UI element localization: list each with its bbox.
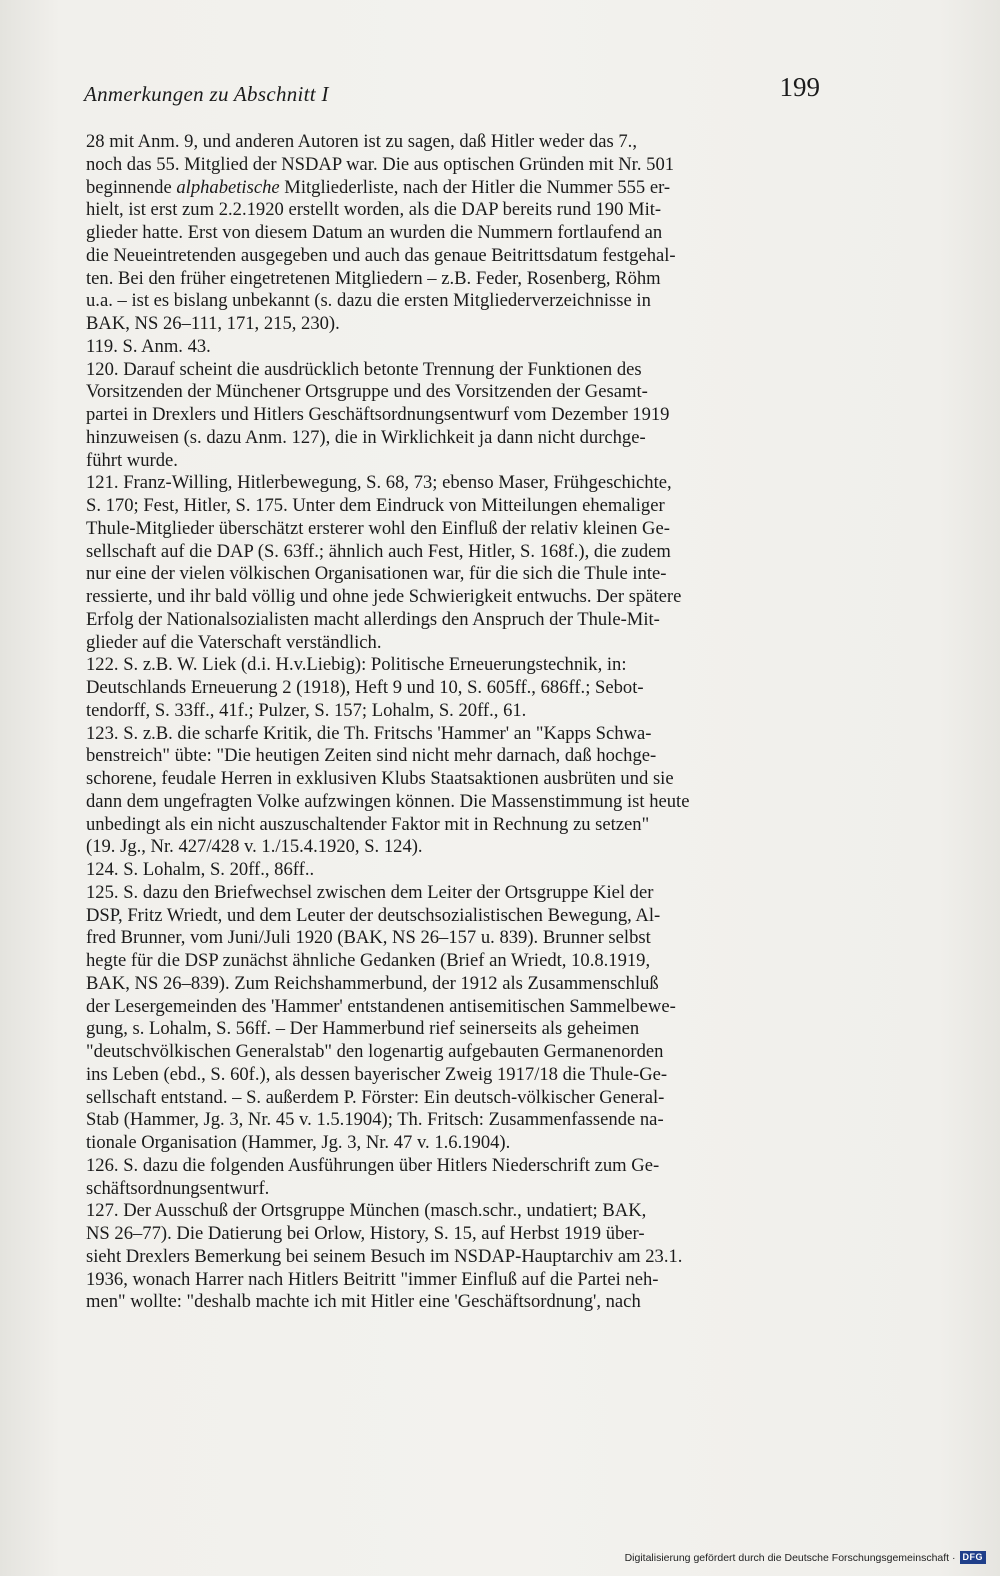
credit-text: Digitalisierung gefördert durch die Deutsche Forschungsgemeinschaft · bbox=[624, 1551, 956, 1564]
text-segment: glieder auf die Vaterschaft verständlich. bbox=[86, 631, 382, 653]
text-segment: (19. Jg., Nr. 427/428 v. 1./15.4.1920, S. 124). bbox=[86, 836, 423, 858]
text-segment: führt wurde. bbox=[86, 449, 178, 471]
text-segment: tendorff, S. 33ff., 41f.; Pulzer, S. 157; Lohalm, S. 20ff., 61. bbox=[86, 699, 527, 721]
text-segment: S. 170; Fest, Hitler, S. 175. Unter dem Eindruck von Mitteilungen ehemaliger bbox=[86, 495, 665, 516]
text-segment: die Neueintretenden ausgegeben und auch das genaue Beitrittsdatum festgehal- bbox=[86, 244, 676, 266]
text-segment: 124. S. Lohalm, S. 20ff., 86ff.. bbox=[86, 859, 315, 880]
text-segment: BAK, NS 26–839). Zum Reichshammerbund, der 1912 als Zusammenschluß bbox=[86, 972, 659, 994]
text-segment: u.a. – ist es bislang unbekannt (s. dazu die ersten Mitgliederverzeichnisse in bbox=[86, 290, 651, 312]
text-segment: partei in Drexlers und Hitlers Geschäftsordnungsentwurf vom Dezember 1919 bbox=[86, 404, 670, 425]
text-segment: Erfolg der Nationalsozialisten macht allerdings den Anspruch der Thule-Mit- bbox=[86, 608, 660, 630]
text-segment: nur eine der vielen völkischen Organisationen war, für die sich die Thule inte- bbox=[86, 563, 667, 585]
text-line bbox=[86, 268, 842, 291]
text-segment: men" wollte: "deshalb machte ich mit Hitler eine 'Geschäftsordnung', nach bbox=[86, 1291, 641, 1313]
text-line bbox=[86, 472, 842, 495]
text-segment: benstreich" übte: "Die heutigen Zeiten sind nicht mehr darnach, daß hochge- bbox=[86, 745, 657, 767]
text-segment: ressierte, und ihr bald völlig und ohne jede Schwierigkeit entwuchs. Der spätere bbox=[86, 586, 682, 607]
text-segment: 120. Darauf scheint die ausdrücklich betonte Trennung der Funktionen des bbox=[86, 358, 642, 380]
text-line bbox=[86, 654, 842, 677]
text-segment: tionale Organisation (Hammer, Jg. 3, Nr. 47 v. 1.6.1904). bbox=[86, 1132, 511, 1153]
text-line bbox=[86, 290, 842, 313]
running-head bbox=[84, 72, 820, 114]
text-segment: beginnende bbox=[86, 176, 177, 198]
text-line bbox=[86, 996, 842, 1019]
text-segment: glieder hatte. Erst von diesem Datum an wurden die Nummern fortlaufend an bbox=[86, 222, 663, 243]
text-line bbox=[86, 609, 842, 632]
text-segment: 121. Franz-Willing, Hitlerbewegung, S. 68, 73; ebenso Maser, Frühgeschichte, bbox=[86, 472, 672, 494]
text-line bbox=[86, 700, 842, 723]
text-line bbox=[86, 563, 842, 586]
text-line bbox=[86, 518, 842, 541]
text-segment: DSP, Fritz Wriedt, und dem Leuter der deutschsozialistischen Bewegung, Al- bbox=[86, 904, 661, 926]
text-line bbox=[86, 814, 842, 837]
text-line bbox=[86, 177, 842, 200]
text-segment: Thule-Mitglieder überschätzt ersterer wohl den Einfluß der relativ kleinen Ge- bbox=[86, 517, 670, 539]
digitization-credit bbox=[625, 1551, 986, 1564]
text-line bbox=[86, 1109, 842, 1132]
text-segment: fred Brunner, vom Juni/Juli 1920 (BAK, NS 26–157 u. 839). Brunner selbst bbox=[86, 927, 651, 949]
text-line bbox=[86, 586, 842, 609]
text-line bbox=[86, 336, 842, 359]
text-segment: hegte für die DSP zunächst ähnliche Gedanken (Brief an Wriedt, 10.8.1919, bbox=[86, 950, 651, 971]
text-line bbox=[86, 950, 842, 973]
text-line bbox=[86, 359, 842, 382]
text-line bbox=[86, 1064, 842, 1087]
text-segment: noch das 55. Mitglied der NSDAP war. Die aus optischen Gründen mit Nr. 501 bbox=[86, 153, 675, 175]
text-line bbox=[86, 1155, 842, 1178]
text-segment: unbedingt als ein nicht auszuschaltender Faktor mit in Rechnung zu setzen" bbox=[86, 813, 650, 835]
text-line bbox=[86, 1178, 842, 1201]
text-line bbox=[86, 927, 842, 950]
text-segment: 123. S. z.B. die scharfe Kritik, die Th. Fritschs 'Hammer' an "Kapps Schwa- bbox=[86, 722, 652, 744]
text-line bbox=[86, 154, 842, 177]
text-segment: sieht Drexlers Bemerkung bei seinem Besuch im NSDAP-Hauptarchiv am 23.1. bbox=[86, 1245, 683, 1267]
text-line bbox=[86, 313, 842, 336]
text-line bbox=[86, 973, 842, 996]
text-segment: ten. Bei den früher eingetretenen Mitgliedern – z.B. Feder, Rosenberg, Röhm bbox=[86, 267, 661, 289]
text-segment: 125. S. dazu den Briefwechsel zwischen dem Leiter der Ortsgruppe Kiel der bbox=[86, 881, 654, 903]
text-segment: BAK, NS 26–111, 171, 215, 230). bbox=[86, 313, 340, 334]
text-line bbox=[86, 768, 842, 791]
text-segment: Mitgliederliste, nach der Hitler die Nummer 555 er- bbox=[279, 176, 671, 198]
footnotes-text bbox=[86, 131, 842, 1314]
italic-text: alphabetische bbox=[176, 176, 280, 198]
section-title: Anmerkungen zu Abschnitt I bbox=[84, 82, 329, 106]
text-line bbox=[86, 199, 842, 222]
text-segment: 28 mit Anm. 9, und anderen Autoren ist zu sagen, daß Hitler weder das 7., bbox=[86, 131, 637, 152]
text-line bbox=[86, 836, 842, 859]
text-line bbox=[86, 427, 842, 450]
text-line bbox=[86, 131, 842, 154]
text-line bbox=[86, 495, 842, 518]
text-line bbox=[86, 1041, 842, 1064]
text-line bbox=[86, 404, 842, 427]
text-line bbox=[86, 723, 842, 746]
text-line bbox=[86, 1223, 842, 1246]
text-line bbox=[86, 745, 842, 768]
text-segment: gung, s. Lohalm, S. 56ff. – Der Hammerbund rief seinerseits als geheimen bbox=[86, 1018, 640, 1040]
text-line bbox=[86, 222, 842, 245]
text-segment: "deutschvölkischen Generalstab" den logenartig aufgebauten Germanenorden bbox=[86, 1041, 664, 1062]
text-segment: 1936, wonach Harrer nach Hitlers Beitritt "immer Einfluß auf die Partei neh- bbox=[86, 1268, 659, 1290]
text-line bbox=[86, 1087, 842, 1110]
text-line bbox=[86, 1246, 842, 1269]
text-line bbox=[86, 541, 842, 564]
text-line bbox=[86, 791, 842, 814]
text-segment: hinzuweisen (s. dazu Anm. 127), die in Wirklichkeit ja dann nicht durchge- bbox=[86, 426, 646, 448]
text-line bbox=[86, 1200, 842, 1223]
text-segment: 126. S. dazu die folgenden Ausführungen über Hitlers Niederschrift zum Ge- bbox=[86, 1154, 660, 1176]
text-line bbox=[86, 632, 842, 655]
text-segment: 127. Der Ausschuß der Ortsgruppe München (masch.schr., undatiert; BAK, bbox=[86, 1200, 647, 1222]
text-line bbox=[86, 1018, 842, 1041]
text-segment: hielt, ist erst zum 2.2.1920 erstellt worden, als die DAP bereits rund 190 Mit- bbox=[86, 199, 662, 221]
text-segment: Deutschlands Erneuerung 2 (1918), Heft 9 und 10, S. 605ff., 686ff.; Sebot- bbox=[86, 677, 644, 698]
text-line bbox=[86, 1291, 842, 1314]
text-segment: sellschaft entstand. – S. außerdem P. Förster: Ein deutsch-völkischer General- bbox=[86, 1086, 665, 1108]
text-segment: schorene, feudale Herren in exklusiven Klubs Staatsaktionen ausbrüten und sie bbox=[86, 768, 674, 789]
text-line bbox=[86, 1269, 842, 1292]
text-line bbox=[86, 882, 842, 905]
text-line bbox=[86, 677, 842, 700]
text-segment: dann dem ungefragten Volke aufzwingen können. Die Massenstimmung ist heute bbox=[86, 790, 690, 812]
text-segment: 122. S. z.B. W. Liek (d.i. H.v.Liebig): Politische Erneuerungstechnik, in: bbox=[86, 654, 627, 676]
text-segment: Stab (Hammer, Jg. 3, Nr. 45 v. 1.5.1904); Th. Fritsch: Zusammenfassende na- bbox=[86, 1109, 664, 1131]
text-segment: NS 26–77). Die Datierung bei Orlow, History, S. 15, auf Herbst 1919 über- bbox=[86, 1223, 645, 1244]
text-segment: Vorsitzenden der Münchener Ortsgruppe und des Vorsitzenden der Gesamt- bbox=[86, 381, 648, 403]
text-segment: sellschaft auf die DAP (S. 63ff.; ähnlich auch Fest, Hitler, S. 168f.), die zudem bbox=[86, 540, 671, 562]
text-line bbox=[86, 905, 842, 928]
text-segment: 119. S. Anm. 43. bbox=[86, 335, 211, 357]
text-segment: schäftsordnungsentwurf. bbox=[86, 1177, 270, 1199]
text-line bbox=[86, 1132, 842, 1155]
page-number: 199 bbox=[779, 72, 820, 102]
text-line bbox=[86, 859, 842, 882]
text-line bbox=[86, 381, 842, 404]
text-segment: der Lesergemeinden des 'Hammer' entstandenen antisemitischen Sammelbewe- bbox=[86, 995, 676, 1017]
text-segment: ins Leben (ebd., S. 60f.), als dessen bayerischer Zweig 1917/18 die Thule-Ge- bbox=[86, 1063, 668, 1085]
dfg-logo: DFG bbox=[960, 1551, 987, 1564]
text-line bbox=[86, 450, 842, 473]
text-line bbox=[86, 245, 842, 268]
